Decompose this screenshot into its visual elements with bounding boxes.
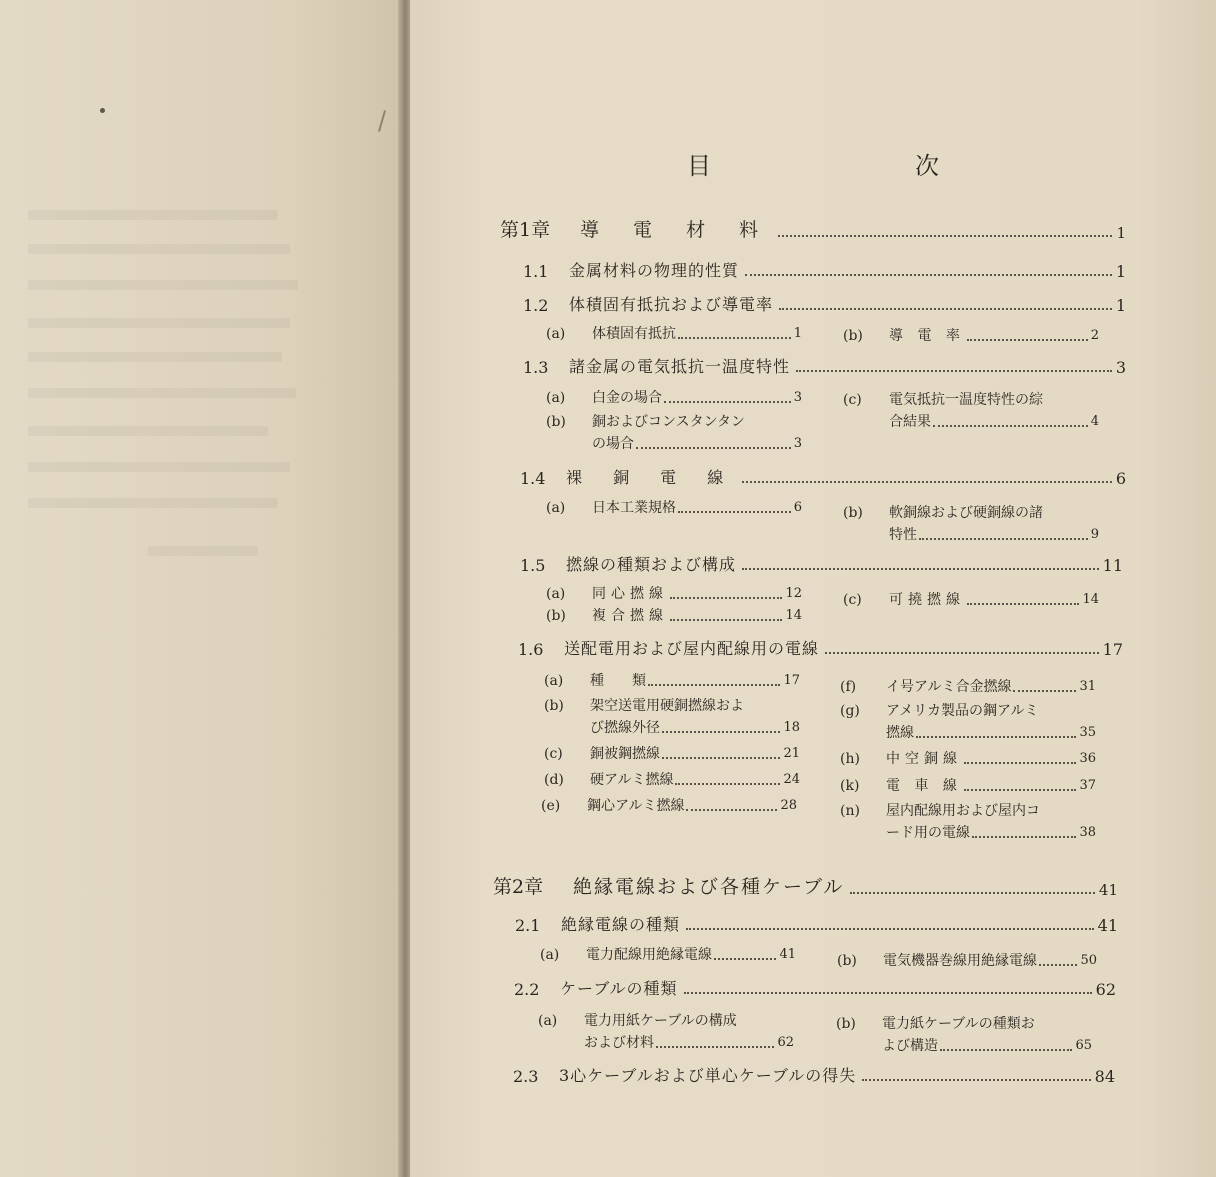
dot-leader (670, 597, 782, 599)
page-number: 17 (783, 673, 800, 688)
section-title: 諸金属の電気抵抗一温度特性 (569, 357, 791, 376)
dot-leader (919, 538, 1088, 540)
section-title: 3心ケーブルおよび単心ケーブルの得失 (559, 1066, 857, 1085)
page-number: 41 (779, 947, 796, 962)
subsection-entry[interactable] (546, 411, 806, 455)
page-number: 24 (783, 772, 800, 787)
section-entry[interactable] (514, 976, 1116, 999)
section-title: 絶縁電線の種類 (561, 915, 681, 934)
subsection-label: (b) (836, 1016, 856, 1032)
page-number: 3 (1115, 358, 1126, 377)
subsection-entry[interactable] (840, 775, 1098, 797)
subsection-label: (a) (540, 947, 560, 963)
page-number: 28 (780, 798, 797, 813)
subsection-entry[interactable] (840, 748, 1098, 770)
section-title: 撚線の種類および構成 (566, 555, 737, 574)
section-title: 金属材料の物理的性質 (569, 261, 740, 280)
section-number: 1.4 (520, 469, 546, 488)
section-number: 1.5 (520, 556, 546, 575)
section-entry[interactable] (523, 354, 1126, 377)
chapter-entry[interactable] (493, 872, 1118, 899)
subsection-title-cont: び撚線外径 (590, 720, 660, 736)
subsection-label: (f) (840, 679, 857, 695)
section-entry[interactable] (520, 465, 1126, 488)
subsection-title: 種 類 (590, 673, 646, 689)
subsection-title: 白金の場合 (592, 390, 662, 406)
dot-leader (636, 447, 791, 449)
subsection-label: (g) (840, 703, 860, 719)
page-number: 4 (1090, 414, 1099, 429)
dot-leader (648, 684, 780, 686)
subsection-entry[interactable] (546, 583, 802, 605)
subsection-label: (b) (843, 328, 863, 344)
dot-leader (850, 892, 1095, 894)
subsection-entry[interactable] (546, 323, 806, 345)
subsection-title-cont: 特性 (889, 527, 917, 543)
subsection-title: 電力配線用絶縁電線 (586, 947, 712, 963)
subsection-entry[interactable] (836, 1013, 1094, 1057)
page-number: 18 (783, 720, 800, 735)
page-number: 12 (785, 586, 802, 601)
section-number: 2.1 (515, 916, 541, 935)
subsection-title: 電力紙ケーブルの種類お (882, 1016, 1035, 1032)
subsection-title: 硬アルミ撚線 (590, 772, 674, 788)
dot-leader (686, 928, 1094, 930)
dot-leader (714, 958, 776, 960)
subsection-entry[interactable] (544, 695, 800, 739)
subsection-entry[interactable] (843, 502, 1103, 546)
subsection-title-cont: ード用の電線 (886, 825, 970, 841)
section-number: 2.2 (514, 980, 540, 999)
page-number: 1 (793, 326, 802, 341)
section-entry[interactable] (515, 912, 1118, 935)
subsection-title: 中空銅線 (886, 751, 962, 767)
subsection-label: (b) (546, 414, 566, 430)
subsection-title: 銅およびコンスタンタン (592, 414, 746, 430)
page-number: 1 (1115, 262, 1126, 281)
dot-leader (916, 736, 1076, 738)
subsection-label: (b) (843, 505, 863, 521)
section-entry[interactable] (520, 552, 1123, 575)
subsection-title: 電気機器巻線用絶縁電線 (883, 953, 1037, 969)
dot-leader (742, 568, 1099, 570)
subsection-title: 銅被鋼撚線 (590, 746, 660, 762)
dot-leader (686, 809, 777, 811)
dot-leader (1013, 690, 1076, 692)
subsection-label: (a) (546, 586, 566, 602)
subsection-label: (c) (544, 746, 563, 762)
page-number: 84 (1094, 1067, 1115, 1086)
page-number: 21 (783, 746, 800, 761)
page-number: 1 (1116, 224, 1126, 242)
dot-leader (1039, 964, 1077, 966)
subsection-label: (d) (544, 772, 564, 788)
subsection-label: (a) (538, 1013, 558, 1029)
page-number: 14 (785, 608, 802, 623)
subsection-label: (k) (840, 778, 860, 794)
dot-leader (678, 511, 791, 513)
dot-leader (796, 370, 1112, 372)
subsection-label: (b) (546, 608, 566, 624)
subsection-title: 同心撚線 (592, 586, 668, 602)
subsection-entry[interactable] (540, 944, 796, 966)
subsection-title: 電気抵抗一温度特性の綜 (889, 392, 1043, 408)
section-entry[interactable] (523, 292, 1126, 315)
section-title: 裸 銅 電 線 (566, 468, 737, 487)
page-number: 14 (1082, 592, 1099, 607)
subsection-title: 屋内配線用および屋内コ (886, 803, 1040, 819)
subsection-label: (c) (843, 592, 862, 608)
section-number: 2.3 (513, 1067, 539, 1086)
dot-leader (964, 762, 1076, 764)
subsection-title: 鋼心アルミ撚線 (587, 798, 685, 814)
dot-leader (778, 235, 1112, 237)
dot-leader (664, 401, 791, 403)
subsection-title: イ号アルミ合金撚線 (886, 679, 1012, 695)
page-number: 3 (793, 436, 802, 451)
section-title: 送配電用および屋内配線用の電線 (564, 639, 820, 658)
subsection-title: 可撓撚線 (889, 592, 965, 608)
subsection-label: (a) (546, 390, 566, 406)
subsection-label: (e) (541, 798, 561, 814)
subsection-title-cont: の場合 (592, 436, 634, 452)
page-number: 3 (793, 390, 802, 405)
dot-leader (662, 757, 780, 759)
page-number: 1 (1115, 296, 1126, 315)
chapter-number: 第2章 (493, 876, 544, 898)
section-number: 1.3 (523, 358, 549, 377)
subsection-title: 電力用紙ケーブルの構成 (584, 1013, 737, 1029)
subsection-title: 複合撚線 (592, 608, 668, 624)
section-number: 1.6 (518, 640, 544, 659)
section-title: 体積固有抵抗および導電率 (569, 295, 774, 314)
section-entry[interactable] (518, 636, 1123, 659)
section-number: 1.1 (523, 262, 549, 281)
page-number: 17 (1102, 640, 1123, 659)
section-entry[interactable] (523, 258, 1126, 281)
subsection-entry[interactable] (837, 950, 1097, 972)
ink-speck (100, 108, 105, 113)
subsection-entry[interactable] (840, 800, 1098, 844)
subsection-entry[interactable] (546, 387, 806, 409)
subsection-entry[interactable] (538, 1010, 796, 1054)
dot-leader (933, 425, 1088, 427)
page-number: 11 (1102, 556, 1123, 575)
subsection-entry[interactable] (544, 769, 800, 791)
dot-leader (967, 339, 1088, 341)
page-number: 37 (1079, 778, 1096, 793)
page-number: 50 (1080, 953, 1097, 968)
subsection-entry[interactable] (840, 676, 1098, 698)
dot-leader (825, 652, 1099, 654)
subsection-entry[interactable] (546, 605, 802, 627)
subsection-label: (a) (544, 673, 564, 689)
subsection-title-cont: および材料 (584, 1035, 654, 1051)
chapter-number: 第1章 (500, 219, 551, 241)
page-number: 35 (1079, 725, 1096, 740)
dot-leader (940, 1049, 1072, 1051)
page-number: 38 (1079, 825, 1096, 840)
subsection-title: アメリカ製品の鋼アルミ (886, 703, 1039, 719)
subsection-title-cont: 合結果 (889, 414, 931, 430)
subsection-entry[interactable] (544, 743, 800, 765)
dot-leader (972, 836, 1076, 838)
subsection-title: 導 電 率 (889, 328, 965, 344)
subsection-entry[interactable] (544, 670, 800, 692)
dot-leader (675, 783, 780, 785)
page-number: 65 (1075, 1038, 1092, 1053)
subsection-label: (b) (837, 953, 857, 969)
dot-leader (670, 619, 782, 621)
chapter-title: 導 電 材 料 (580, 219, 773, 241)
dot-leader (967, 603, 1079, 605)
subsection-label: (b) (544, 698, 564, 714)
page-number: 62 (1095, 980, 1116, 999)
subsection-entry[interactable] (843, 389, 1103, 433)
subsection-label: (a) (546, 500, 566, 516)
chapter-title: 絶縁電線および各種ケーブル (573, 876, 845, 898)
subsection-entry[interactable] (843, 589, 1099, 611)
page-title: 目 次 (687, 152, 1029, 180)
dot-leader (656, 1046, 774, 1048)
dot-leader (662, 731, 780, 733)
page-number: 31 (1079, 679, 1096, 694)
subsection-entry[interactable] (840, 700, 1098, 744)
page-number: 41 (1097, 916, 1118, 935)
page-number: 6 (793, 500, 802, 515)
section-number: 1.2 (523, 296, 549, 315)
section-entry[interactable] (513, 1063, 1115, 1086)
page-number: 2 (1090, 328, 1099, 343)
subsection-label: (n) (840, 803, 860, 819)
subsection-entry[interactable] (546, 497, 806, 519)
subsection-title-cont: よび構造 (882, 1038, 938, 1054)
page-number: 9 (1090, 527, 1099, 542)
subsection-entry[interactable] (541, 795, 800, 817)
dot-leader (964, 789, 1077, 791)
subsection-label: (c) (843, 392, 862, 408)
subsection-title: 架空送電用硬銅撚線およ (590, 698, 744, 714)
dot-leader (779, 308, 1112, 310)
dot-leader (742, 481, 1112, 483)
subsection-entry[interactable] (843, 325, 1103, 347)
page-number: 36 (1079, 751, 1096, 766)
subsection-title: 日本工業規格 (592, 500, 676, 516)
dot-leader (684, 992, 1092, 994)
dot-leader (745, 274, 1112, 276)
page-number: 6 (1115, 469, 1126, 488)
subsection-title-cont: 撚線 (886, 725, 914, 741)
subsection-title: 体積固有抵抗 (592, 326, 676, 342)
page-number: 62 (777, 1035, 794, 1050)
dot-leader (862, 1079, 1090, 1081)
subsection-label: (a) (546, 326, 566, 342)
bleed-through-text (0, 0, 404, 1177)
dot-leader (678, 337, 791, 339)
chapter-entry[interactable] (500, 215, 1126, 242)
page-number: 41 (1098, 881, 1118, 899)
section-title: ケーブルの種類 (560, 979, 678, 998)
subsection-label: (h) (840, 751, 860, 767)
subsection-title: 電 車 線 (886, 778, 962, 794)
subsection-title: 軟銅線および硬銅線の諸 (889, 505, 1043, 521)
